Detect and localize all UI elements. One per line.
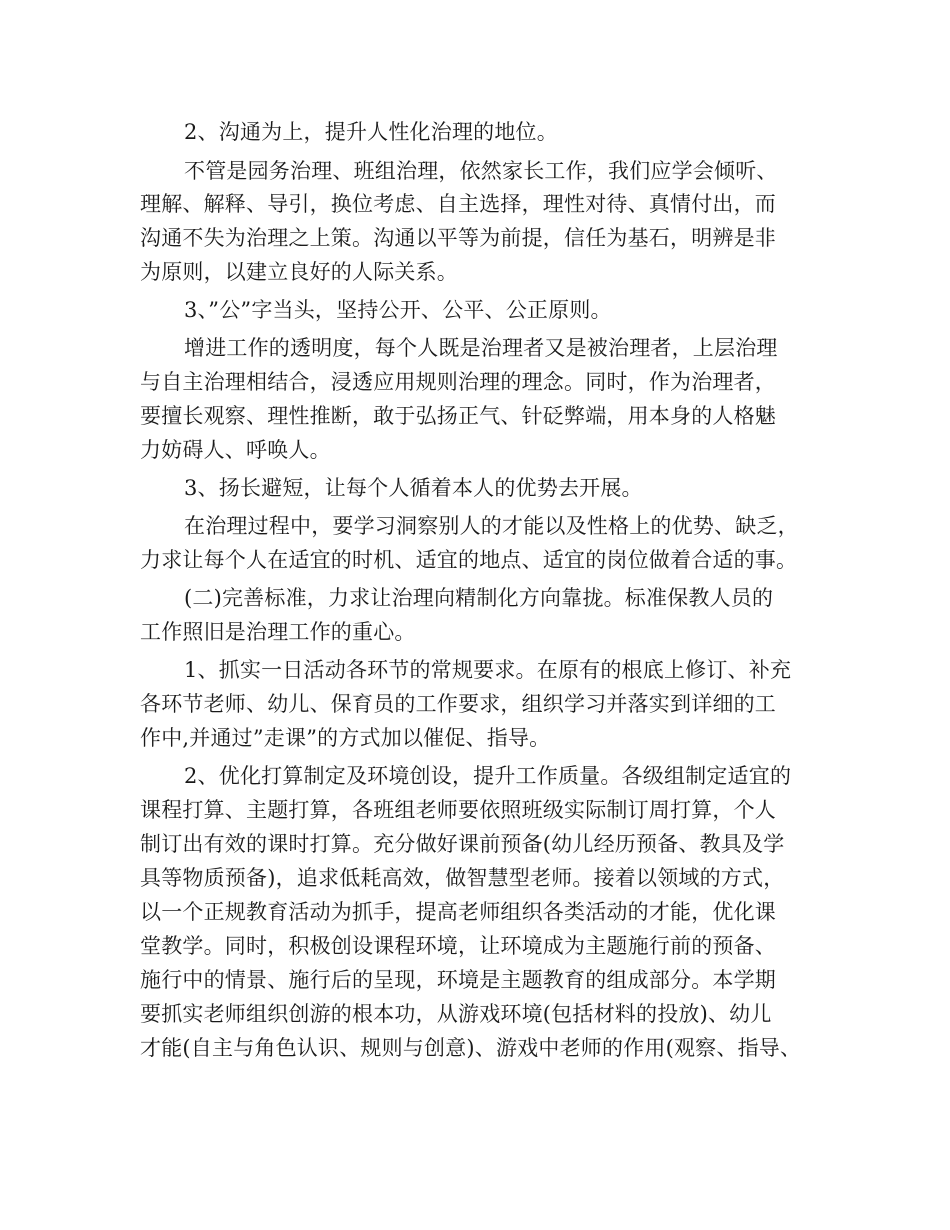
paragraph-line: 课程打算、主题打算，各班组老师要依照班级实际制订周打算，个人 [140, 798, 776, 822]
paragraph-line: 要抓实老师组织创游的根本功，从游戏环境(包括材料的投放)、幼儿 [140, 1002, 772, 1026]
paragraph-line: 增进工作的透明度，每个人既是治理者又是被治理者，上层治理 [184, 336, 778, 360]
paragraph-line: 才能(自主与角色认识、规则与创意)、游戏中老师的作用(观察、指导、 [140, 1036, 802, 1060]
paragraph-line: 1、抓实一日活动各环节的常规要求。在原有的根底上修订、补充 [184, 658, 792, 682]
paragraph-line: 作中,并通过”走课”的方式加以催促、指导。 [140, 726, 551, 750]
section-heading: 3、”公”字当头，坚持公开、公平、公正原则。 [184, 298, 612, 322]
paragraph-line: 工作照旧是治理工作的重心。 [140, 620, 416, 644]
section-heading: (二)完善标准，力求让治理向精制化方向靠拢。标准保教人员的 [184, 586, 774, 610]
paragraph-line: 2、优化打算制定及环境创设，提升工作质量。各级组制定适宜的 [184, 764, 792, 788]
paragraph-line: 理解、解释、导引，换位考虑、自主选择，理性对待、真情付出，而 [140, 192, 776, 216]
paragraph-line: 以一个正规教育活动为抓手，提高老师组织各类活动的才能，优化课 [140, 900, 776, 924]
paragraph-line: 不管是园务治理、班组治理，依然家长工作，我们应学会倾听、 [184, 159, 778, 183]
paragraph-line: 具等物质预备)，追求低耗高效，做智慧型老师。接着以领域的方式， [140, 866, 785, 890]
section-heading: 3、扬长避短，让每个人循着本人的优势去开展。 [184, 476, 643, 500]
paragraph-line: 施行中的情景、施行后的呈现，环境是主题教育的组成部分。本学期 [140, 968, 776, 992]
paragraph-line: 力求让每个人在适宜的时机、适宜的地点、适宜的岗位做着合适的事。 [140, 548, 798, 572]
paragraph-line: 与自主治理相结合，浸透应用规则治理的理念。同时，作为治理者， [140, 370, 776, 394]
paragraph-line: 在治理过程中，要学习洞察别人的才能以及性格上的优势、缺乏， [184, 514, 799, 538]
paragraph-line: 力妨碍人、呼唤人。 [140, 438, 331, 462]
paragraph-line: 为原则，以建立良好的人际关系。 [140, 260, 458, 284]
section-heading: 2、沟通为上，提升人性化治理的地位。 [184, 120, 558, 144]
paragraph-line: 沟通不失为治理之上策。沟通以平等为前提，信任为基石，明辨是非 [140, 226, 776, 250]
paragraph-line: 要擅长观察、理性推断，敢于弘扬正气、针砭弊端，用本身的人格魅 [140, 404, 776, 428]
paragraph-line: 制订出有效的课时打算。充分做好课前预备(幼儿经历预备、教具及学 [140, 832, 785, 856]
paragraph-line: 堂教学。同时，积极创设课程环境，让环境成为主题施行前的预备、 [140, 934, 776, 958]
paragraph-line: 各环节老师、幼儿、保育员的工作要求，组织学习并落实到详细的工 [140, 692, 776, 716]
